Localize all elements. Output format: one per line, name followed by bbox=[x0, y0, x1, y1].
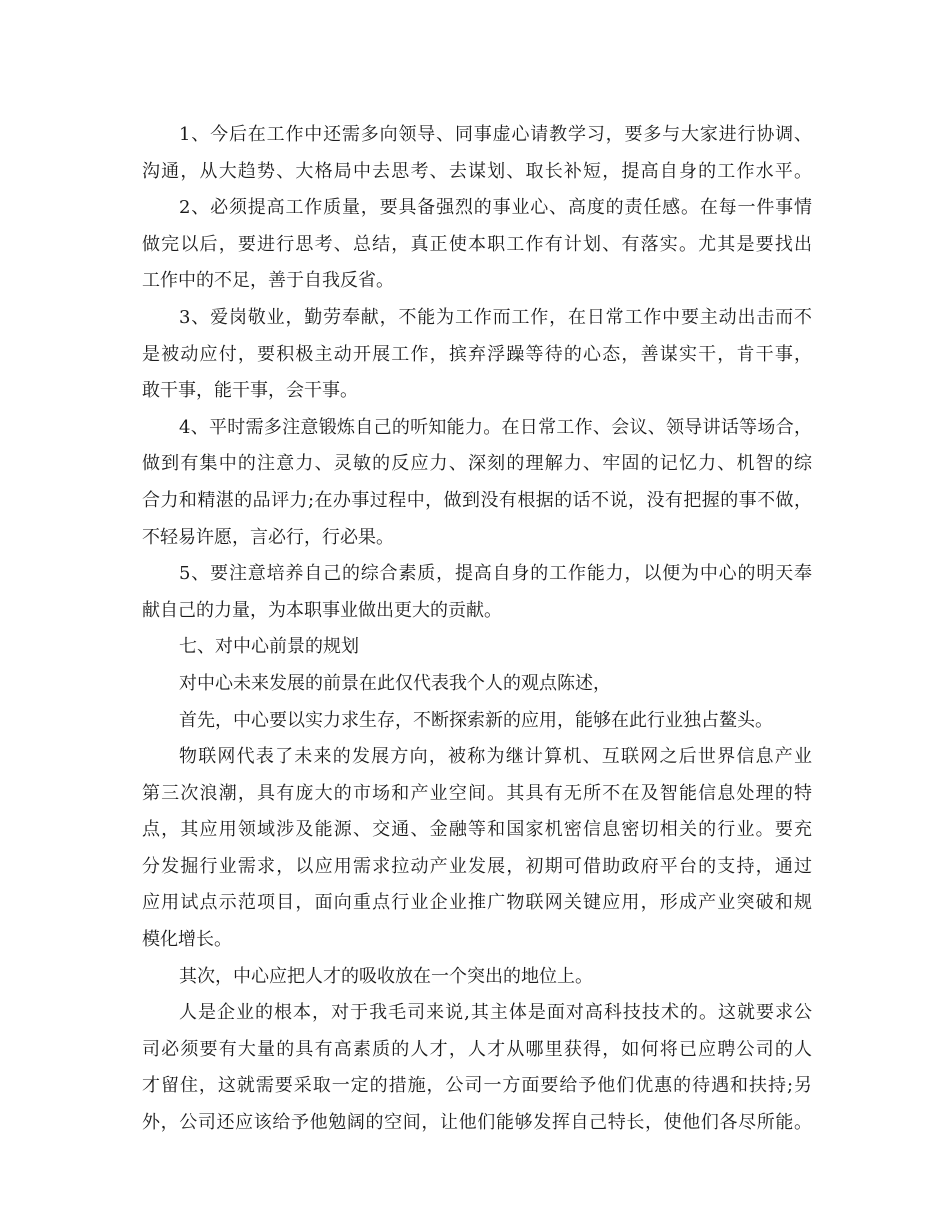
text-line: 做到有集中的注意力、灵敏的反应力、深刻的理解力、牢固的记忆力、机智的综 bbox=[142, 453, 812, 475]
text-line: 首先，中心要以实力求生存，不断探索新的应用，能够在此行业独占鳌头。 bbox=[179, 709, 773, 731]
text-line: 3、爱岗敬业，勤劳奉献，不能为工作而工作，在日常工作中要主动出击而不 bbox=[179, 306, 812, 328]
text-line: 4、平时需多注意锻炼自己的听知能力。在日常工作、会议、领导讲话等场合， bbox=[179, 416, 812, 438]
text-line: 第三次浪潮，具有庞大的市场和产业空间。其具有无所不在及智能信息处理的特 bbox=[142, 782, 812, 804]
text-line: 献自己的力量，为本职事业做出更大的贡献。 bbox=[142, 599, 502, 621]
text-line: 应用试点示范项目，面向重点行业企业推广物联网关键应用，形成产业突破和规 bbox=[142, 892, 812, 914]
section-heading: 七、对中心前景的规划 bbox=[179, 636, 359, 658]
text-line: 其次，中心应把人才的吸收放在一个突出的地位上。 bbox=[179, 965, 593, 987]
document-body bbox=[142, 117, 812, 1142]
text-line: 2、必须提高工作质量，要具备强烈的事业心、高度的责任感。在每一件事情 bbox=[179, 197, 812, 219]
text-line: 点，其应用领域涉及能源、交通、金融等和国家机密信息密切相关的行业。要充 bbox=[142, 819, 812, 841]
text-line: 对中心未来发展的前景在此仅代表我个人的观点陈述， bbox=[179, 672, 611, 694]
text-line: 合力和精湛的品评力;在办事过程中，做到没有根据的话不说，没有把握的事不做， bbox=[142, 489, 812, 511]
text-line: 不轻易许愿，言必行，行必果。 bbox=[142, 526, 394, 548]
text-line: 分发掘行业需求，以应用需求拉动产业发展，初期可借助政府平台的支持，通过 bbox=[142, 855, 812, 877]
text-line: 模化增长。 bbox=[142, 929, 232, 951]
text-line: 人是企业的根本，对于我毛司来说,其主体是面对高科技技术的。这就要求公 bbox=[179, 1002, 812, 1024]
text-line: 5、要注意培养自己的综合素质，提高自身的工作能力，以便为中心的明天奉 bbox=[179, 563, 812, 585]
text-line: 沟通，从大趋势、大格局中去思考、去谋划、取长补短，提高自身的工作水平。 bbox=[142, 160, 812, 182]
text-line: 工作中的不足，善于自我反省。 bbox=[142, 270, 394, 292]
text-line: 敢干事，能干事，会干事。 bbox=[142, 380, 358, 402]
text-line: 1、今后在工作中还需多向领导、同事虚心请教学习，要多与大家进行协调、 bbox=[179, 124, 812, 145]
text-line: 是被动应付，要积极主动开展工作，摈弃浮躁等待的心态，善谋实干，肯干事， bbox=[142, 343, 812, 365]
text-line: 物联网代表了未来的发展方向，被称为继计算机、互联网之后世界信息产业 bbox=[179, 746, 812, 768]
text-line: 外，公司还应该给予他勉阔的空间，让他们能够发挥自己特长，使他们各尽所能。 bbox=[142, 1112, 812, 1134]
text-line: 司必须要有大量的具有高素质的人才，人才从哪里获得，如何将已应聘公司的人 bbox=[142, 1038, 812, 1060]
text-line: 才留住，这就需要采取一定的措施，公司一方面要给予他们优惠的待遇和扶持;另 bbox=[142, 1075, 812, 1097]
text-line: 做完以后，要进行思考、总结，真正使本职工作有计划、有落实。尤其是要找出 bbox=[142, 233, 812, 255]
